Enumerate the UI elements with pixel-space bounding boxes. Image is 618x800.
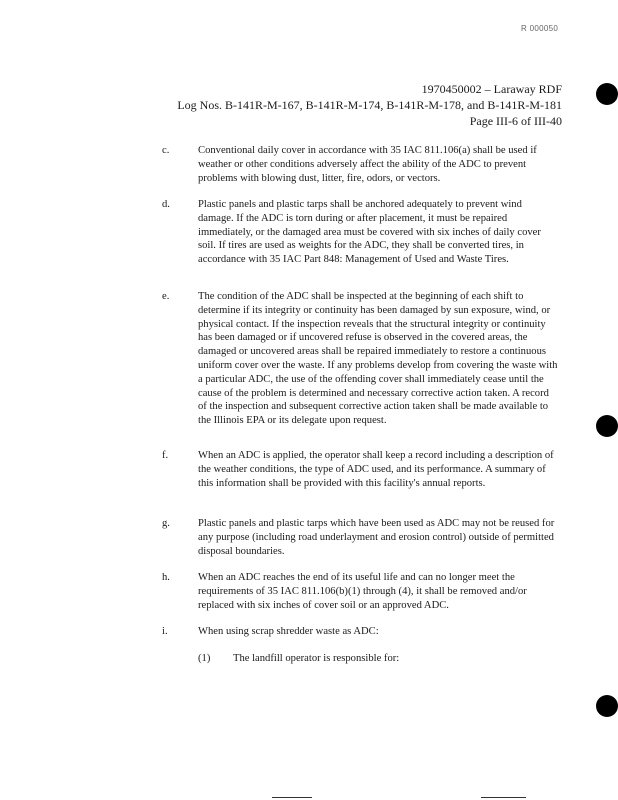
punch-hole-mark (596, 83, 618, 105)
item-letter: f. (162, 450, 169, 461)
bates-stamp: R 000050 (521, 24, 559, 33)
page-header (177, 81, 562, 129)
subitem-number: (1) (198, 653, 211, 664)
footer-rule (272, 797, 312, 798)
footer-rule (481, 797, 526, 798)
item-text: The condition of the ADC shall be inspected at the beginning of each shift to determine if its integrity or continuity has been damaged by sun exposure, wind, or physical contact. If the inspection reveals that the structural integrity or continuity has been damaged or if uncovered refuse is observed in the covered areas, the damaged or uncovered areas shall be repaired immediately to restore a continuous uniform cover over the waste. If any problems develop from covering the waste with a particular ADC, the use of the offending cover shall immediately cease until the cause of the problem is determined and necessary corrective action taken. A record of the inspection and subsequent corrective action taken shall be made available to the Illinois EPA or its delegate upon request. (198, 291, 558, 427)
item-text: Plastic panels and plastic tarps shall be anchored adequately to prevent wind damage. If the ADC is torn during or after placement, it must be repaired immediately, or the damaged area must be covered with six inches of daily cover soil. If tires are used as weights for the ADC, they shall be converted tires, in accordance with 35 IAC Part 848: Management of Used and Waste Tires. (198, 199, 541, 266)
punch-hole-mark (596, 415, 618, 437)
header-page-number: Page III-6 of III-40 (469, 114, 562, 128)
item-text: Plastic panels and plastic tarps which have been used as ADC may not be reused for any purpose (including road underlayment and erosion control) outside of permitted disposal boundaries. (198, 518, 555, 557)
item-text: When using scrap shredder waste as ADC: (198, 626, 379, 637)
item-letter: i. (162, 626, 168, 637)
item-text: When an ADC reaches the end of its useful life and can no longer meet the requirements of 35 IAC 811.106(b)(1) through (4), it shall be removed and/or replaced with six inches of cover soil or an approved ADC. (198, 572, 527, 611)
header-facility: 1970450002 – Laraway RDF (421, 82, 562, 96)
item-text: When an ADC is applied, the operator shall keep a record including a description of the weather conditions, the type of ADC used, and its performance. A summary of this information shall be provided with this facility's annual reports. (198, 450, 554, 489)
item-letter: c. (162, 145, 170, 156)
item-text: Conventional daily cover in accordance with 35 IAC 811.106(a) shall be used if weather or other conditions adversely affect the ability of the ADC to prevent problems with blowing dust, litter, fire, odors, or vectors. (198, 145, 537, 184)
item-letter: e. (162, 291, 170, 302)
subitem-text: The landfill operator is responsible for: (233, 653, 400, 664)
header-log-numbers: Log Nos. B-141R-M-167, B-141R-M-174, B-141R-M-178, and B-141R-M-181 (177, 98, 562, 112)
item-letter: h. (162, 572, 170, 583)
item-letter: g. (162, 518, 170, 529)
punch-hole-mark (596, 695, 618, 717)
item-letter: d. (162, 199, 170, 210)
